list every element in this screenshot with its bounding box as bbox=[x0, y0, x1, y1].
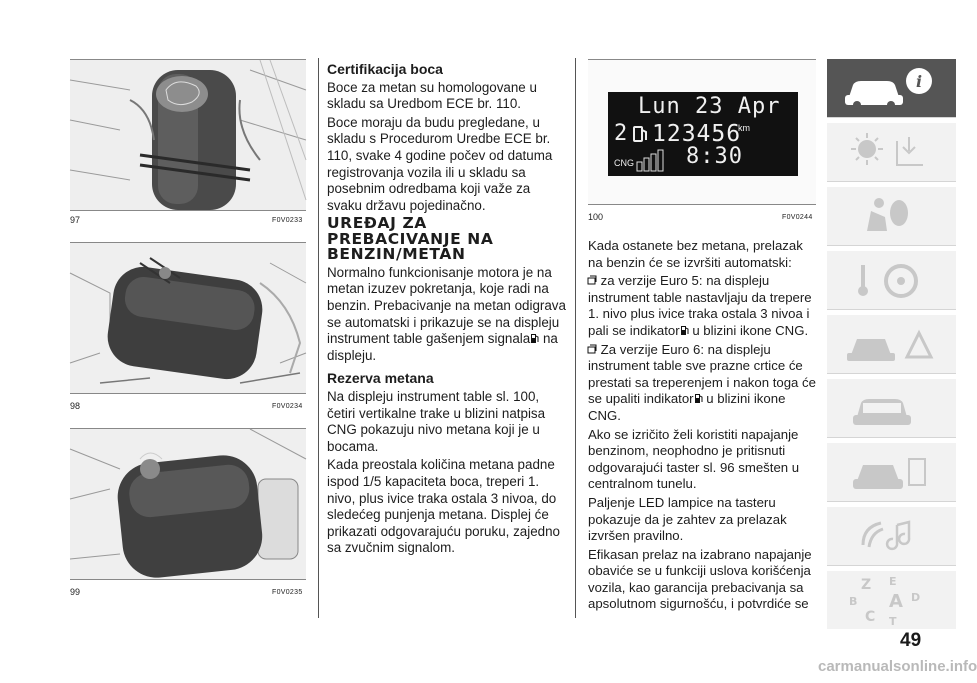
fuel-indicator-icon bbox=[632, 125, 648, 143]
warning-lights-icon bbox=[827, 123, 956, 181]
airbag-seat-icon bbox=[827, 187, 956, 245]
tab-safety[interactable] bbox=[827, 187, 956, 246]
figure-99-image bbox=[70, 428, 306, 580]
cng-level-bars bbox=[636, 148, 666, 172]
index-letter-e: E bbox=[889, 575, 897, 588]
display-unit: km bbox=[738, 123, 750, 133]
tab-technical-data[interactable] bbox=[827, 443, 956, 502]
svg-text:i: i bbox=[915, 72, 923, 91]
index-letter-a: A bbox=[889, 591, 903, 612]
index-letter-c: C bbox=[865, 609, 876, 625]
heading-certifikacija: Certifikacija boca bbox=[327, 61, 443, 77]
tab-emergency[interactable] bbox=[827, 315, 956, 374]
figure-98-image bbox=[70, 242, 306, 394]
car-info-icon bbox=[827, 59, 956, 117]
paragraph-auto-switch: Kada ostanete bez metana, prelazak na benzin će se izvršiti automatski: bbox=[588, 238, 803, 270]
paragraph-level-bars: Na displeju instrument table sl. 100, četiri vertikalne trake u blizini natpisa CNG pokazuju nivo metana koji je u bocama. bbox=[327, 389, 546, 454]
figure-97-image bbox=[70, 59, 306, 211]
figure-100-code: F0V0244 bbox=[782, 214, 813, 221]
paragraph-led: Paljenje LED lampice na tasteru pokazuje da je zahtev za prelazak izvršen pravilno. bbox=[588, 494, 787, 544]
tab-index[interactable] bbox=[827, 571, 956, 629]
bullet-euro6-text: Za verzije Euro 6: na displeju instrument table sve prazne crtice će prestati sa treperenjem i nakon toga će se upaliti indikator bbox=[588, 341, 816, 407]
index-letters-icon bbox=[827, 571, 956, 629]
steering-key-icon bbox=[827, 251, 956, 309]
display-time: 8:30 bbox=[686, 144, 743, 169]
car-maintenance-icon bbox=[827, 379, 956, 437]
figure-99-code: F0V0235 bbox=[272, 589, 303, 596]
column-divider-right bbox=[575, 58, 576, 618]
bullet-euro5-text: za verzije Euro 5: na displeju instrument table nastavljaju da trepere 1. nivo plus ivice traka ostala 3 nivoa i pali se indikator bbox=[588, 273, 812, 338]
bullet-arrow-icon bbox=[588, 275, 597, 286]
tab-warning-lights[interactable] bbox=[827, 123, 956, 182]
display-cng-label: CNG bbox=[614, 158, 634, 168]
right-column bbox=[588, 238, 816, 615]
tab-car-info[interactable] bbox=[827, 59, 956, 118]
figure-98-code: F0V0234 bbox=[272, 403, 303, 410]
paragraph-inspection: Boce moraju da budu pregledane, u skladu s Procedurom Uredbe ECE br. 110, svake 4 godine počev od datuma registrovanja vozila ili u skladu sa posebnim odredbama koji važe za svaku državu pojedinačno. bbox=[327, 114, 553, 213]
column-divider-left bbox=[318, 58, 319, 618]
paragraph-manual-petrol: Ako se izričito želi koristiti napajanje benzinom, neophodno je pritisnuti odgovarajući taster sl. 96 smešten u centralnom tunelu. bbox=[588, 426, 800, 492]
tab-starting-driving[interactable] bbox=[827, 251, 956, 310]
paragraph-low-level: Kada preostala količina metana padne ispod 1/5 kapaciteta boca, treperi 1. nivo, plus ivice traka ostala 3 nivoa, do sledećeg punjenja metana. Displej će prikazati odgovarajuću poruku, zajedno sa zvučnim signalom. bbox=[327, 457, 560, 556]
paragraph-normal-operation-text: Normalno funkcionisanje motora je na metan izuzev pokretanja, koje radi na benzin. Prebacivanje na metan odigrava se automatski i prikazuje se na displeju instrument table gašenjem signala bbox=[327, 264, 566, 347]
figure-97-number: 97 bbox=[70, 215, 81, 225]
bullet-euro5 bbox=[588, 273, 816, 339]
heading-switch-device: UREĐAJ ZA PREBACIVANJE NA BENZIN/METAN bbox=[327, 214, 494, 264]
bullet-euro5-end: u blizini ikone CNG. bbox=[692, 322, 809, 338]
figure-97-code: F0V0233 bbox=[272, 217, 303, 224]
heading-reserve: Rezerva metana bbox=[327, 370, 434, 387]
figure-98-number: 98 bbox=[70, 401, 81, 411]
bullet-euro6-end: u blizini ikone CNG. bbox=[588, 391, 786, 423]
index-letter-z: Z bbox=[861, 577, 872, 593]
display-gear: 2 bbox=[614, 121, 628, 146]
watermark: carmanualsonline.info bbox=[818, 658, 977, 675]
fuel-pump-icon bbox=[694, 393, 703, 404]
multimedia-icon bbox=[827, 507, 956, 565]
car-emergency-icon bbox=[827, 315, 956, 373]
bullet-euro6 bbox=[588, 342, 816, 425]
car-data-icon bbox=[827, 443, 956, 501]
figure-99-number: 99 bbox=[70, 587, 81, 597]
fuel-pump-icon bbox=[530, 333, 539, 344]
display-date: Lun 23 Apr bbox=[638, 94, 781, 119]
instrument-display bbox=[608, 92, 798, 176]
paragraph-homologation: Boce za metan su homologovane u skladu sa Uredbom ECE br. 110. bbox=[327, 79, 537, 112]
display-odometer: 123456 bbox=[652, 121, 742, 147]
index-letter-d: D bbox=[911, 591, 921, 604]
bullet-arrow-icon bbox=[588, 344, 597, 355]
page-number: 49 bbox=[900, 630, 922, 651]
figure-100-number: 100 bbox=[588, 212, 604, 222]
index-letter-b: B bbox=[849, 595, 858, 608]
tab-maintenance[interactable] bbox=[827, 379, 956, 438]
paragraph-normal-operation-end: na displeju. bbox=[327, 331, 558, 363]
paragraph-normal-operation bbox=[327, 265, 567, 365]
paragraph-effective-switch: Efikasan prelaz na izabrano napajanje obaviće se u funkciji uslova korišćenja vozila, kao garancija prebacivanja sa apsolutnom sigurnošću, i potvrdiće se bbox=[588, 546, 812, 612]
middle-column bbox=[327, 61, 567, 559]
index-letter-t: T bbox=[889, 615, 897, 628]
tab-multimedia[interactable] bbox=[827, 507, 956, 566]
fuel-pump-icon bbox=[680, 325, 689, 336]
